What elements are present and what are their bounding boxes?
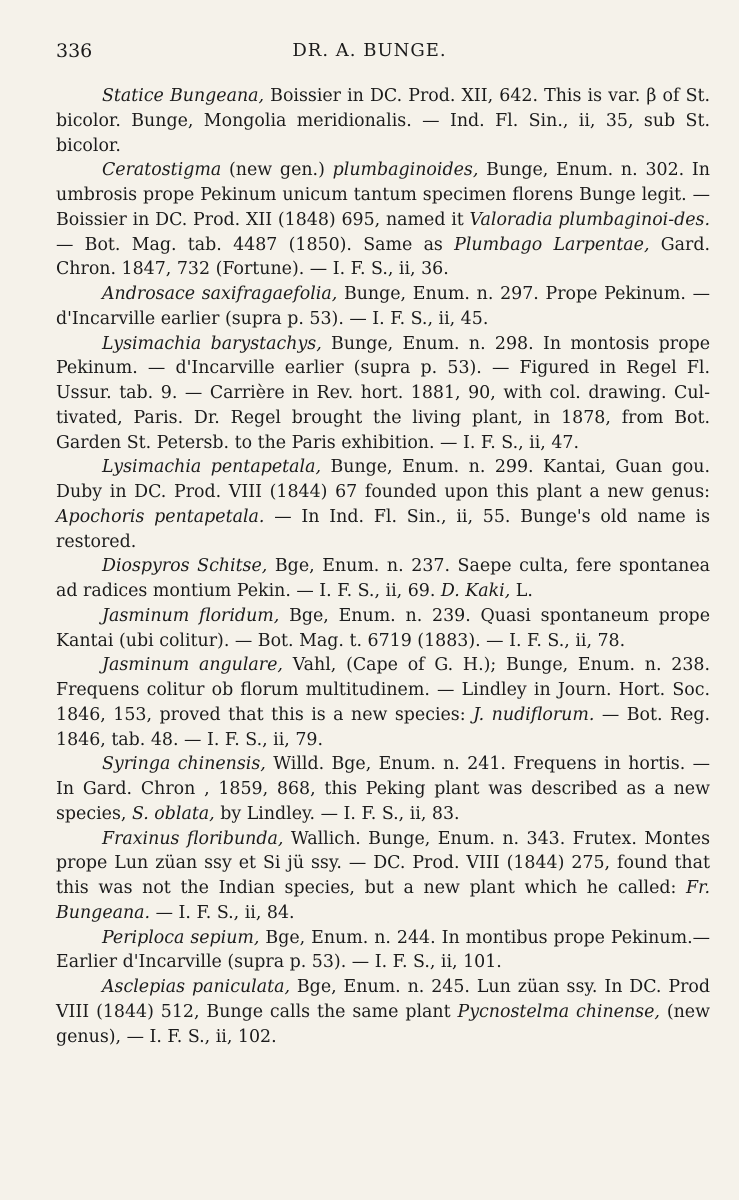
text-run: L. [510,581,533,601]
text-run: — In Ind. Fl. Sin., ii, 55. Bunge's old name is restored. [56,506,710,552]
species-entry [56,653,710,752]
text-run: Bge, Enum. n. 239. Quasi spontaneum prope Kantai (ubi colitur). — Bot. Mag. t. 6719 (1883). — I. F. S., ii, 78. [56,605,710,651]
italic-text: Apochoris pentapetala. [56,506,265,527]
italic-text: Asclepias paniculata, [102,977,290,997]
text-run: — Bot. Reg. 1846, tab. 48. — I. F. S., ii, 79. [56,704,710,750]
text-run: by Lindley. — I. F. S., ii, 83. [214,803,460,824]
text-run: Willd. Bge, Enum. n. 241. Frequens in hortis. — In Gard. Chron , 1859, 868, this Peking plant was described as a new species, [56,754,710,824]
text-run: Boissier in DC. Prod. XII, 642. This is var. β of St. bicolor. Bunge, Mongolia meridionalis. — Ind. Fl. Sin., ii, 35, sub St. bicolor. [56,86,710,156]
text-run: Vahl, (Cape of G. H.); Bunge, Enum. n. 238. Frequens colitur ob florum multitudinem. — Lindley in Journ. Hort. Soc. 1846, 153, proved that this is a new species: [56,655,711,725]
species-entry [56,84,710,158]
species-entry [56,827,710,926]
species-entry [56,158,710,282]
italic-text: Lysimachia pentapetala, [102,457,321,478]
species-entry [56,455,710,554]
species-entry [56,332,710,456]
italic-text: Diospyros Schitse, [102,556,268,577]
italic-text: Periploca sepium, [102,927,260,948]
running-head: DR. A. BUNGE. [292,40,447,61]
species-entry [56,282,710,332]
page-number: 336 [56,40,93,62]
text-run: Gard. Chron. 1847, 732 (Fortune). — I. F. S., ii, 36. [56,234,711,280]
italic-text: Fr. Bungeana. [56,878,710,923]
italic-text: Syringa chinensis, [102,754,266,775]
text-run: Bunge, Enum. n. 302. In umbrosis prope Pekinum unicum tantum specimen florens Bunge legit. — Boissier in DC. Prod. XII (1848) 695, named it [56,160,711,230]
text-run: — I. F. S., ii, 84. [150,902,295,923]
species-entry [56,975,710,1049]
species-entry [56,926,710,976]
italic-text: Jasminum angulare, [102,655,283,676]
text-run: (new gen.) [221,160,333,181]
text-run: Wallich. Bunge, Enum. n. 343. Frutex. Montes prope Lun züan ssy et Si jü ssy. — DC. Prod. VIII (1844) 275, found that this was not the Indian species, but a new plant which he called: [56,828,710,898]
text-run: (new genus), — I. F. S., ii, 102. [56,1001,710,1047]
italic-text: Statice Bungeana, [102,86,265,106]
page-header [56,40,683,70]
italic-text: Plumbago Larpentae, [454,234,650,255]
italic-text: Fraxinus floribunda, [102,828,284,849]
italic-text: Valoradia plumbaginoi-des. [469,209,710,230]
body-text [56,84,710,1049]
text-run: Bge, Enum. n. 237. Saepe culta, fere spontanea ad radices montium Pekin. — I. F. S., ii, 69. [56,556,710,601]
text-run: Bunge, Enum. n. 298. In montosis prope Pekinum. — d'Incarville earlier (supra p. 53). — Figured in Regel Fl. Ussur. tab. 9. — Carrière in Rev. hort. 1881, 90, with col. drawing. Cul-tivated, Paris. Dr. Regel brought the living plant, in 1878, from Bot. Garden St. Petersb. to the Paris exhibition. — I. F. S., ii, 47. [56,333,710,453]
italic-text: Pycnostelma chinense, [457,1001,660,1022]
species-entry [56,752,710,826]
species-entry [56,554,710,604]
text-run: — Bot. Mag. tab. 4487 (1850). Same as [56,234,455,255]
italic-text: Jasminum floridum, [102,605,280,626]
italic-text: D. Kaki, [440,581,511,601]
italic-text: plumbaginoides, [332,160,479,181]
text-run: Bunge, Enum. n. 297. Prope Pekinum. — d'Incarville earlier (supra p. 53). — I. F. S., ii, 45. [56,284,711,329]
italic-text: Androsace saxifragaefolia, [102,284,338,304]
italic-text: S. oblata, [131,803,215,824]
text-run: Bge, Enum. n. 245. Lun züan ssy. In DC. Prod VIII (1844) 512, Bunge calls the same plant [56,977,710,1022]
species-entry [56,604,710,654]
text-run: Bge, Enum. n. 244. In montibus prope Pekinum.— Earlier d'Incarville (supra p. 53). — I. F. S., ii, 101. [56,927,710,973]
italic-text: Lysimachia barystachys, [102,333,322,354]
text-run: Bunge, Enum. n. 299. Kantai, Guan gou. Duby in DC. Prod. VIII (1844) 67 founded upon this plant a new genus: [56,457,710,502]
italic-text: J. nudiflorum. [473,704,595,725]
italic-text: Ceratostigma [102,160,222,181]
